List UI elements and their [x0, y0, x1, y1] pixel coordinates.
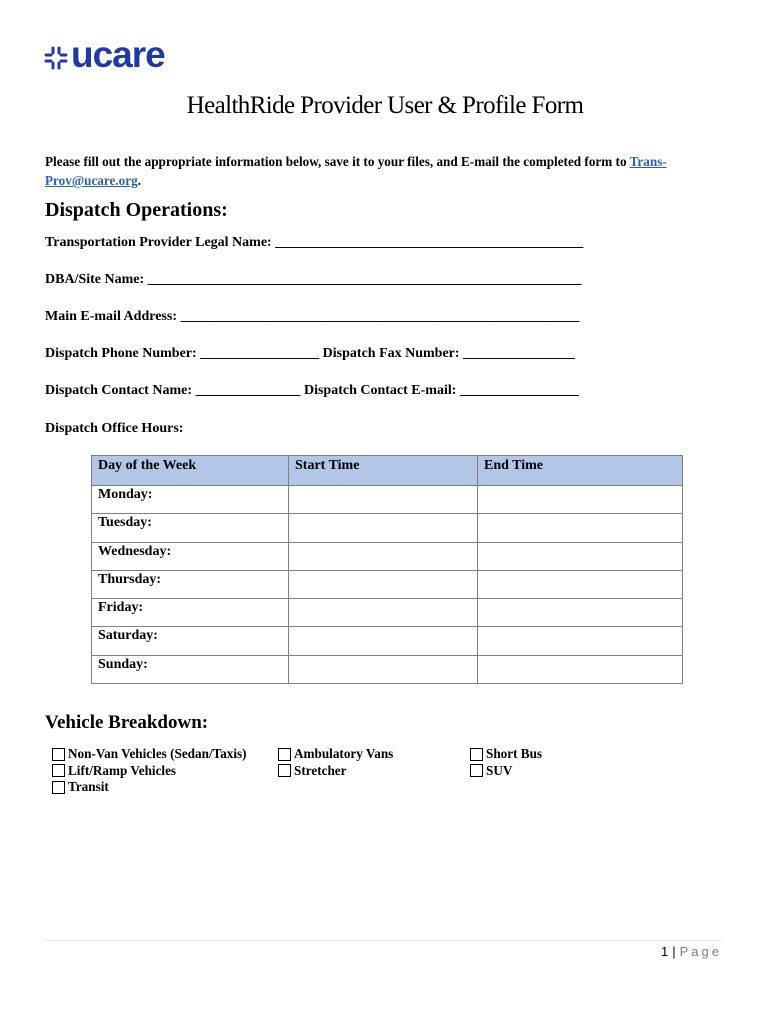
form-title: HealthRide Provider User & Profile Form: [186, 92, 584, 119]
vehicle-option[interactable]: [470, 746, 542, 763]
vehicle-heading: Vehicle Breakdown:: [45, 712, 209, 733]
end-time-cell[interactable]: [478, 599, 683, 627]
vehicle-label: SUV: [486, 762, 513, 778]
vehicle-column-3: [470, 746, 542, 779]
table-row: [92, 627, 683, 655]
start-time-cell[interactable]: [289, 627, 478, 655]
table-row: [92, 514, 683, 542]
day-cell: Thursday:: [92, 570, 289, 598]
vehicle-label: Lift/Ramp Vehicles: [68, 762, 177, 778]
instructions: [45, 152, 710, 190]
table-header-row: [92, 456, 683, 486]
vehicle-label: Short Bus: [486, 746, 543, 762]
end-time-cell[interactable]: [478, 486, 683, 514]
instructions-text: Please fill out the appropriate information below, save it to your files, and E-mail the completed form to: [45, 154, 630, 169]
vehicle-option[interactable]: [52, 746, 247, 763]
day-cell: Tuesday:: [92, 514, 289, 542]
table-row: [92, 542, 683, 570]
vehicle-option[interactable]: [470, 763, 542, 780]
dispatch-heading: Dispatch Operations:: [45, 199, 228, 221]
page-number-value: 1: [661, 944, 669, 959]
legal-name-field[interactable]: Transportation Provider Legal Name: ____________________________________________: [45, 235, 584, 250]
logo-text: ucare: [71, 34, 165, 75]
office-hours-table: [91, 455, 683, 684]
vehicle-label: Non-Van Vehicles (Sedan/Taxis): [68, 746, 247, 762]
page-label: Page: [679, 944, 722, 959]
checkbox[interactable]: [470, 764, 483, 777]
end-time-cell[interactable]: [478, 570, 683, 598]
vehicle-option[interactable]: [52, 763, 247, 780]
start-time-cell[interactable]: [289, 655, 478, 683]
main-email-field[interactable]: Main E-mail Address: _________________________________________________________: [45, 309, 580, 324]
page-separator: |: [672, 944, 676, 959]
vehicle-option[interactable]: [52, 779, 247, 796]
vehicle-option[interactable]: [278, 763, 393, 780]
day-cell: Wednesday:: [92, 542, 289, 570]
table-row: [92, 655, 683, 683]
contact-field[interactable]: Dispatch Contact Name: _______________ Dispatch Contact E-mail: _________________: [45, 383, 579, 398]
header-day: Day of the Week: [92, 456, 289, 486]
dba-field[interactable]: DBA/Site Name: ______________________________________________________________: [45, 272, 582, 287]
vehicle-label: Ambulatory Vans: [294, 746, 394, 762]
day-cell: Friday:: [92, 599, 289, 627]
page-number: [661, 944, 722, 959]
start-time-cell[interactable]: [289, 514, 478, 542]
start-time-cell[interactable]: [289, 570, 478, 598]
day-cell: Sunday:: [92, 655, 289, 683]
footer-divider: [45, 940, 721, 941]
checkbox[interactable]: [470, 748, 483, 761]
office-hours-label: Dispatch Office Hours:: [45, 421, 184, 436]
checkbox[interactable]: [52, 781, 65, 794]
start-time-cell[interactable]: [289, 486, 478, 514]
end-time-cell[interactable]: [478, 542, 683, 570]
vehicle-label: Stretcher: [294, 762, 347, 778]
checkbox[interactable]: [278, 764, 291, 777]
table-row: [92, 486, 683, 514]
ucare-asterisk-icon: [44, 46, 68, 70]
checkbox[interactable]: [278, 748, 291, 761]
vehicle-option[interactable]: [278, 746, 393, 763]
start-time-cell[interactable]: [289, 542, 478, 570]
checkbox[interactable]: [52, 764, 65, 777]
checkbox[interactable]: [52, 748, 65, 761]
start-time-cell[interactable]: [289, 599, 478, 627]
header-end: End Time: [478, 456, 683, 486]
vehicle-column-1: [52, 746, 247, 796]
end-time-cell[interactable]: [478, 655, 683, 683]
email-link[interactable]: Trans-Prov@ucare.org: [45, 154, 667, 188]
day-cell: Saturday:: [92, 627, 289, 655]
header-start: Start Time: [289, 456, 478, 486]
phone-fax-field[interactable]: Dispatch Phone Number: _________________ Dispatch Fax Number: ________________: [45, 346, 576, 361]
ucare-logo: [44, 34, 165, 75]
end-time-cell[interactable]: [478, 514, 683, 542]
end-time-cell[interactable]: [478, 627, 683, 655]
day-cell: Monday:: [92, 486, 289, 514]
instructions-suffix: .: [137, 173, 142, 188]
table-row: [92, 570, 683, 598]
vehicle-label: Transit: [68, 779, 109, 795]
vehicle-column-2: [278, 746, 393, 779]
table-row: [92, 599, 683, 627]
